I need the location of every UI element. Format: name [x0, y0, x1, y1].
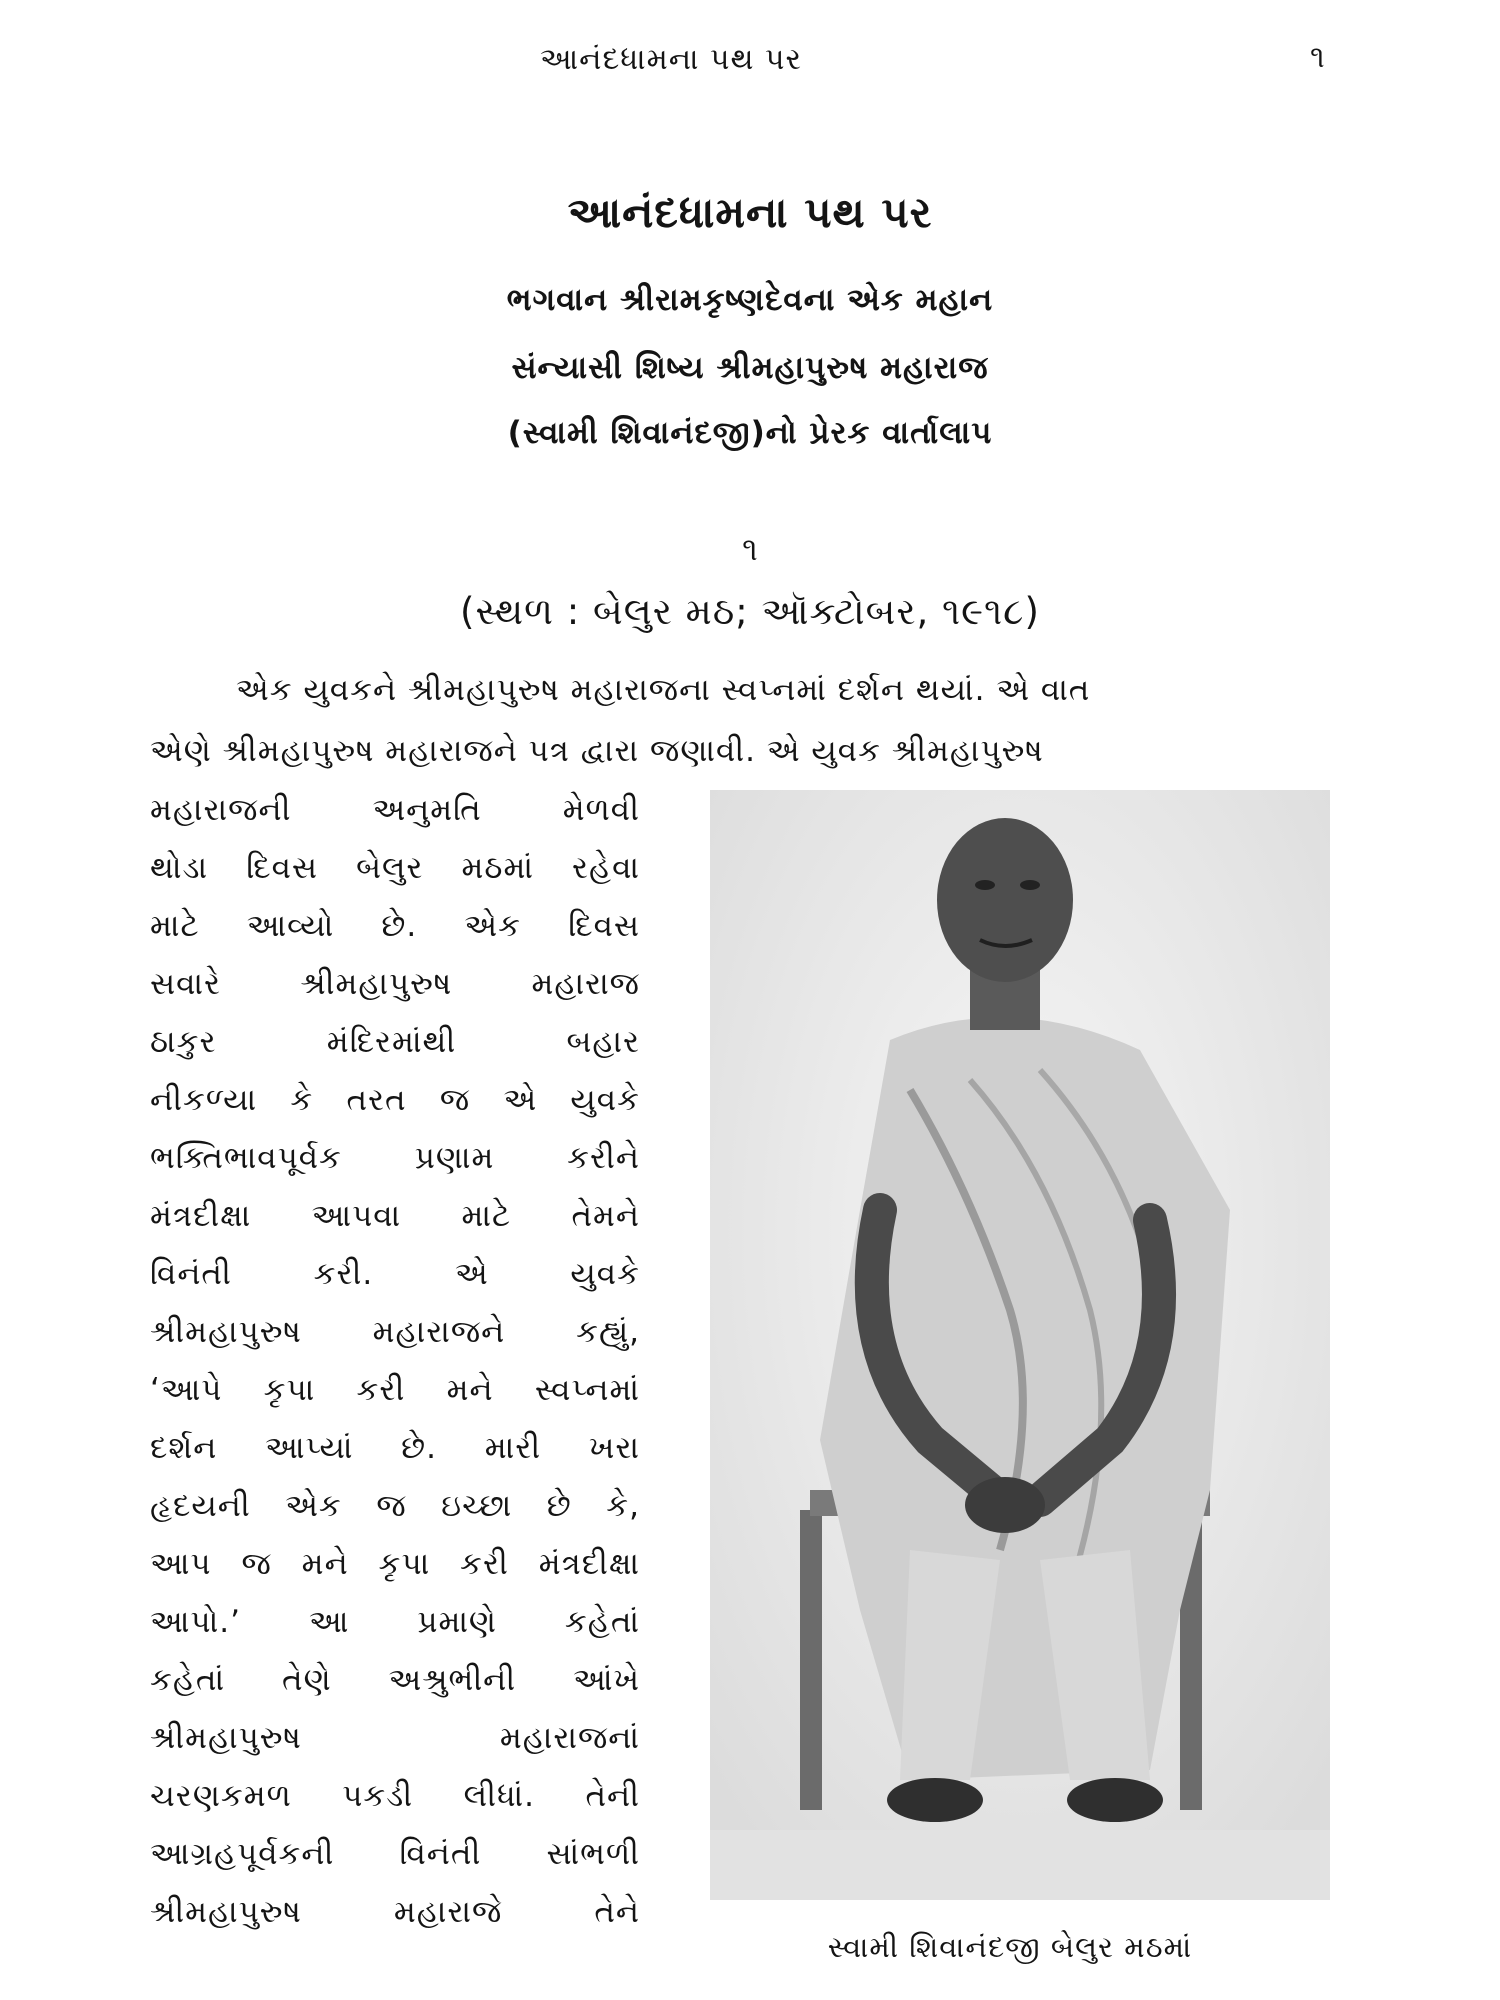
- chapter-title: આનંદધામના પથ પર: [567, 188, 933, 237]
- paragraph-column-line: આગ્રહપૂર્વકની વિનંતી સાંભળી: [150, 1836, 640, 1872]
- paragraph-column-line: નીકળ્યા કે તરત જ એ યુવકે: [150, 1082, 640, 1118]
- section-number: ૧: [742, 530, 758, 568]
- paragraph-column-line: કહેતાં તેણે અશ્રુભીની આંખે: [150, 1662, 640, 1698]
- portrait-photo: [710, 790, 1330, 1900]
- paragraph-column-line: સવારે શ્રીમહાપુરુષ મહારાજ: [150, 966, 640, 1002]
- paragraph-column-line: આપો.’ આ પ્રમાણે કહેતાં: [150, 1604, 640, 1640]
- subtitle-line-2: સંન્યાસી શિષ્ય શ્રીમહાપુરુષ મહારાજ: [511, 350, 989, 386]
- paragraph-line: એક યુવકને શ્રીમહાપુરુષ મહારાજના સ્વપ્નમાં દર્શન થયાં. એ વાત: [236, 672, 1091, 708]
- paragraph-column-line: વિનંતી કરી. એ યુવકે: [150, 1256, 640, 1292]
- paragraph-column-line: ચરણકમળ પકડી લીધાં. તેની: [150, 1778, 640, 1814]
- paragraph-column-line: મહારાજની અનુમતિ મેળવી: [150, 792, 640, 828]
- paragraph-column-line: ‘આપે કૃપા કરી મને સ્વપ્નમાં: [150, 1372, 640, 1408]
- running-head: આનંદધામના પથ પર: [540, 42, 803, 77]
- paragraph-column-line: માટે આવ્યો છે. એક દિવસ: [150, 908, 640, 944]
- paragraph-column-line: મંત્રદીક્ષા આપવા માટે તેમને: [150, 1198, 640, 1234]
- paragraph-column-line: થોડા દિવસ બેલુર મઠમાં રહેવા: [150, 850, 640, 886]
- paragraph-column-line: આપ જ મને કૃપા કરી મંત્રદીક્ષા: [150, 1546, 640, 1582]
- paragraph-column-line: શ્રીમહાપુરુષ મહારાજનાં: [150, 1720, 640, 1756]
- paragraph-line: એણે શ્રીમહાપુરુષ મહારાજને પત્ર દ્વારા જણાવી. એ યુવક શ્રીમહાપુરુષ: [150, 733, 1044, 769]
- paragraph-column-line: શ્રીમહાપુરુષ મહારાજને કહ્યું,: [150, 1314, 640, 1350]
- photo-caption: સ્વામી શિવાનંદજી બેલુર મઠમાં: [827, 1930, 1193, 1964]
- paragraph-column-line: હૃદયની એક જ ઇચ્છા છે કે,: [150, 1488, 640, 1524]
- paragraph-column-line: ઠાકુર મંદિરમાંથી બહાર: [150, 1024, 640, 1060]
- subtitle-line-3: (સ્વામી શિવાનંદજી)નો પ્રેરક વાર્તાલાપ: [507, 415, 993, 451]
- place-date: (સ્થળ : બેલુર મઠ; ઑક્ટોબર, ૧૯૧૮): [460, 590, 1040, 633]
- page-number: ૧: [1310, 40, 1325, 75]
- paragraph-column-line: શ્રીમહાપુરુષ મહારાજે તેને: [150, 1894, 640, 1930]
- paragraph-column-line: દર્શન આપ્યાં છે. મારી ખરા: [150, 1430, 640, 1466]
- subtitle-line-1: ભગવાન શ્રીરામકૃષ્ણદેવના એક મહાન: [506, 282, 994, 318]
- paragraph-column-line: ભક્તિભાવપૂર્વક પ્રણામ કરીને: [150, 1140, 640, 1176]
